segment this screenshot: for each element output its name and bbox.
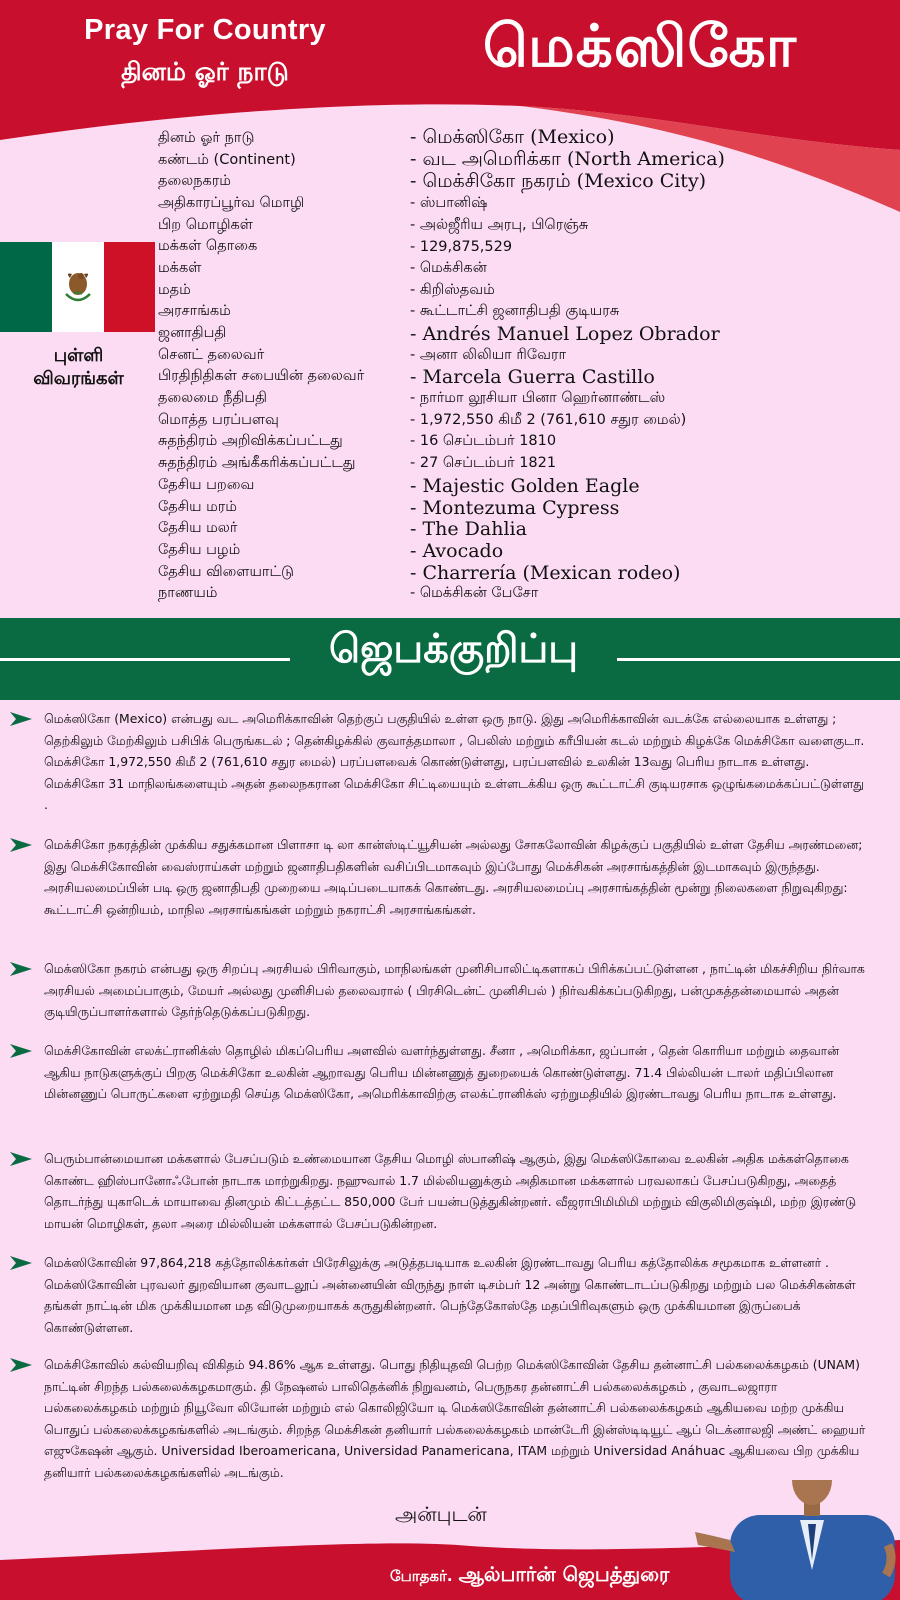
fact-key: பிரதிநிதிகள் சபையின் தலைவர் (158, 368, 365, 385)
fact-value: - மெக்சிகன் பேசோ (410, 585, 539, 602)
fact-row (158, 583, 888, 605)
arrow-bullet-icon (10, 712, 32, 726)
fact-key: தேசிய பறவை (158, 476, 255, 493)
fact-row (158, 562, 888, 584)
fact-key: தலைநகரம் (158, 173, 231, 190)
fact-value: - 16 செப்டம்பர் 1810 (410, 433, 557, 450)
facts-section-label: புள்ளி விவரங்கள் (33, 345, 124, 389)
fact-key: தேசிய மரம் (158, 498, 237, 515)
prayer-point-text: மெக்சிகோவின் எலக்ட்ரானிக்ஸ் தொழில் மிகப்பெரிய அளவில் வளர்ந்துள்ளது. சீனா , அமெரிக்கா, ஜப்பான் , தென் கொரியா மற்றும் தைவான் ஆகிய நாடுகளுக்குப் பிறகு மெக்சிகோ உலகின் ஆறாவது பெரிய மின்னணுத் துறையைக் கொண்டுள்ளது. 71.4 பில்லியன் டாலர் மதிப்பிலான மின்னணுப் பொருட்களை ஏற்றுமதி செய்த மெக்ஸிகோ, அமெரிக்காவிற்கு எலக்ட்ரானிக்ஸ் ஏற்றுமதியில் இரண்டாவது பெரிய நாடாக உள்ளது. (44, 1043, 840, 1101)
fact-row (158, 540, 888, 562)
fact-row (158, 388, 888, 410)
fact-row (158, 280, 888, 302)
fact-row (158, 497, 888, 519)
prayer-point-text: மெக்சிகோ நகரத்தின் முக்கிய சதுக்கமான பிளாசா டி லா கான்ஸ்டிட்யூசியன் அல்லது சோகலோவின் கிழக்குப் பகுதியில் உள்ள தேசிய அரண்மனை; இது மெக்சிகோவின் வைஸ்ராய்கள் மற்றும் ஜனாதிபதிகளின் வசிப்பிடமாகவும் இப்போது மெக்சிகன் அரசாங்கத்தின் இடமாகவும் இருந்தது. அரசியலமைப்பின் படி ஒரு ஜனாதிபதி முறையை அடிப்படையாகக் கொண்டது. அரசியலமைப்பு அரசாங்கத்தின் மூன்று நிலைகளை நிறுவுகிறது: கூட்டாட்சி ஒன்றியம், மாநில அரசாங்கங்கள் மற்றும் நகராட்சி அரசாங்கங்கள். (44, 837, 863, 917)
fact-row (158, 367, 888, 389)
fact-value: - அனா லிலியா ரிவேரா (410, 346, 567, 363)
arrow-bullet-icon (10, 838, 32, 852)
fact-row (158, 453, 888, 475)
fact-key: மதம் (158, 281, 191, 298)
fact-row (158, 302, 888, 324)
prayer-point (10, 1252, 870, 1338)
fact-value: - மெக்சிகோ நகரம் (Mexico City) (410, 169, 707, 192)
fact-key: தினம் ஓர் நாடு (158, 129, 255, 146)
fact-row (158, 410, 888, 432)
fact-key: அதிகாரப்பூர்வ மொழி (158, 194, 305, 211)
footer (0, 1480, 900, 1600)
fact-key: தேசிய பழம் (158, 541, 241, 558)
fact-row (158, 193, 888, 215)
fact-value: - Charrería (Mexican rodeo) (410, 561, 681, 584)
fact-row (158, 323, 888, 345)
fact-value: - கூட்டாட்சி ஜனாதிபதி குடியரசு (410, 303, 620, 320)
fact-key: மக்கள் (158, 259, 202, 276)
fact-value: - Marcela Guerra Castillo (410, 366, 655, 389)
prayer-point-text: மெக்ஸிகோவின் 97,864,218 கத்தோலிக்கர்கள் பிரேசிலுக்கு அடுத்தபடியாக உலகின் இரண்டாவது பெரிய கத்தோலிக்க சமூகமாக உள்ளனர் . மெக்ஸிகோவின் புரவலர் துறவியான குவாடலூப் அன்னையின் விருந்து நாள் டிசம்பர் 12 அன்று கொண்டாடப்படுகிறது மற்றும் பல மெக்சிகன்கள் தங்கள் நாட்டின் மிக முக்கியமான மத விடுமுறையாகக் கருதுகின்றனர். பெந்தேகோஸ்தே மதப்பிரிவுகளும் ஒரு முக்கியமான இருப்பைக் கொண்டுள்ளன. (44, 1255, 856, 1335)
prayer-heading: ஜெபக்குறிப்பு (328, 626, 579, 672)
fact-row (158, 475, 888, 497)
fact-value: - Andrés Manuel Lopez Obrador (410, 323, 720, 346)
fact-key: சுதந்திரம் அங்கீகரிக்கப்பட்டது (158, 455, 356, 472)
fact-row (158, 258, 888, 280)
prayer-heading-band (0, 618, 900, 700)
fact-value: - மெக்சிகன் (410, 259, 487, 276)
prayer-point-text: மெக்ஸிகோ நகரம் என்பது ஒரு சிறப்பு அரசியல் பிரிவாகும், மாநிலங்கள் முனிசிபாலிட்டிகளாகப் பிரிக்கப்பட்டுள்ளன , நாட்டின் மிகச்சிறிய நிர்வாக அரசியல் அமைப்பாகும், மேயர் அல்லது முனிசிபல் தலைவரால் ( பிரசிடென்ட் முனிசிபல் ) நிர்வகிக்கப்படுகிறது, பன்முகத்தன்மையால் அதன் குடியிருப்பாளர்களால் தேர்ந்தெடுக்கப்படுகிறது. (44, 961, 865, 1019)
prayer-point-text: மெக்ஸிகோ (Mexico) என்பது வட அமெரிக்காவின் தெற்குப் பகுதியில் உள்ள ஒரு நாடு. இது அமெரிக்காவின் வடக்கே எல்லையாக உள்ளது ; தெற்கிலும் மேற்கிலும் பசிபிக் பெருங்கடல் ; தென்கிழக்கில் குவாத்தமாலா , பெலிஸ் மற்றும் கரீபியன் கடல் மற்றும் கிழக்கே மெக்சிகோ வளைகுடா. மெக்சிகோ 1,972,550 கிமீ 2 (761,610 சதுர மைல்) பரப்பளவைக் கொண்டுள்ளது, பரப்பளவில் உலகின் 13வது பெரிய நாடாக உள்ளது. மெக்சிகோ 31 மாநிலங்களையும் அதன் தலைநகரான மெக்சிகோ சிட்டியையும் உள்ளடக்கிய ஒரு கூட்டாட்சி குடியரசாக ஒழுங்கமைக்கப்பட்டுள்ளது . (44, 711, 865, 812)
prayer-point-text: மெக்சிகோவில் கல்வியறிவு விகிதம் 94.86% ஆக உள்ளது. பொது நிதியுதவி பெற்ற மெக்ஸிகோவின் தேசிய தன்னாட்சி பல்கலைக்கழகம் (UNAM) நாட்டின் சிறந்த பல்கலைக்கழகமாகும். தி நேஷனல் பாலிதெக்னிக் நிறுவனம், பெருநகர தன்னாட்சி பல்கலைக்கழகம் , குவாடலஜாரா பல்கலைக்கழகம் மற்றும் நியூவோ லியோன் மற்றும் எல் கொலிஜியோ டி மெக்ஸிகோவின் தன்னாட்சி பல்கலைக்கழகம் ஆகியவை மற்ற முக்கிய பொதுப் பல்கலைக்கழகங்களில் அடங்கும். சிறந்த மெக்சிகன் தனியார் பல்கலைக்கழகம் மான்டேரி இன்ஸ்டிடியூட் ஆப் டெக்னாலஜி அண்ட் ஹையர் எஜுகேஷன் ஆகும். Universidad Iberoamericana, Universidad Panamericana, ITAM மற்றும் Universidad Anáhuac ஆகியவை பிற முக்கிய தனியார் பல்கலைக்கழகங்களில் அடங்கும். (44, 1357, 866, 1480)
pastor-signature: போதகர். ஆல்பார்ன் ஜெபத்துரை (390, 1562, 670, 1586)
fact-row (158, 150, 888, 172)
fact-key: தேசிய மலர் (158, 520, 238, 537)
arrow-bullet-icon (10, 962, 32, 976)
fact-value: - 1,972,550 கிமீ 2 (761,610 சதுர மைல்) (410, 411, 687, 428)
fact-value: - அல்ஜீரிய அரபு, பிரெஞ்சு (410, 216, 589, 233)
fact-key: செனட் தலைவர் (158, 346, 265, 363)
prayer-point (10, 1040, 870, 1105)
prayer-point (10, 834, 870, 920)
arrow-bullet-icon (10, 1358, 32, 1372)
fact-key: மொத்த பரப்பளவு (158, 411, 279, 428)
prayer-point-text: பெரும்பான்மையான மக்களால் பேசப்படும் உண்மையான தேசிய மொழி ஸ்பானிஷ் ஆகும், இது மெக்ஸிகோவை உலகின் அதிக மக்கள்தொகை கொண்ட ஹிஸ்பானோஃபோன் நாடாக மாற்றுகிறது. நஹுவால் 1.7 மில்லியனுக்கும் அதிகமான மக்களால் பரவலாகப் பேசப்படுகிறது, அதைத் தொடர்ந்து யுகாடெக் மாயாவை தினமும் கிட்டத்தட்ட 850,000 பேர் பயன்படுத்துகின்றனர். வீஜராபிமிமிமி மற்றும் விகுலிமிகுஷ்மி, மற்ற இரண்டு மாயன் மொழிகள், தலா அரை மில்லியன் மக்களால் பேசப்படுகின்றன. (44, 1151, 857, 1231)
arrow-bullet-icon (10, 1256, 32, 1270)
prayer-point (10, 958, 870, 1023)
eagle-emblem-icon (62, 268, 94, 306)
tamil-subtitle: தினம் ஓர் நாடு (121, 57, 289, 86)
prayer-point (10, 1354, 870, 1483)
fact-row (158, 128, 888, 150)
fact-row (158, 345, 888, 367)
mexico-flag (0, 242, 155, 332)
with-love-text: அன்புடன் (395, 1502, 487, 1526)
fact-value: - 129,875,529 (410, 239, 513, 256)
fact-row (158, 518, 888, 540)
prayer-point (10, 1148, 870, 1234)
fact-key: தலைமை நீதிபதி (158, 390, 268, 407)
fact-value: - Majestic Golden Eagle (410, 474, 640, 497)
fact-key: நாணயம் (158, 585, 218, 602)
fact-key: மக்கள் தொகை (158, 238, 258, 255)
fact-value: - கிறிஸ்தவம் (410, 281, 495, 298)
fact-value: - மெக்ஸிகோ (Mexico) (410, 126, 615, 149)
prayer-point (10, 708, 870, 816)
country-title: மெக்ஸிகோ (482, 12, 798, 80)
fact-value: - The Dahlia (410, 518, 527, 541)
fact-value: - 27 செப்டம்பர் 1821 (410, 455, 557, 472)
fact-value: - வட அமெரிக்கா (North America) (410, 148, 725, 171)
fact-row (158, 236, 888, 258)
fact-row (158, 171, 888, 193)
arrow-bullet-icon (10, 1044, 32, 1058)
fact-key: கண்டம் (Continent) (158, 151, 296, 168)
fact-value: - நார்மா லூசியா பினா ஹெர்னாண்டஸ் (410, 390, 666, 407)
fact-key: சுதந்திரம் அறிவிக்கப்பட்டது (158, 433, 343, 450)
fact-value: - Avocado (410, 539, 504, 562)
pastor-photo (690, 1480, 900, 1600)
fact-key: தேசிய விளையாட்டு (158, 563, 294, 580)
fact-row (158, 215, 888, 237)
fact-key: பிற மொழிகள் (158, 216, 253, 233)
fact-value: - Montezuma Cypress (410, 496, 620, 519)
facts-list (158, 128, 888, 605)
fact-value: - ஸ்பானிஷ் (410, 194, 488, 211)
arrow-bullet-icon (10, 1152, 32, 1166)
fact-key: அரசாங்கம் (158, 303, 231, 320)
english-title: Pray For Country (84, 14, 326, 46)
fact-row (158, 432, 888, 454)
fact-key: ஜனாதிபதி (158, 325, 227, 342)
